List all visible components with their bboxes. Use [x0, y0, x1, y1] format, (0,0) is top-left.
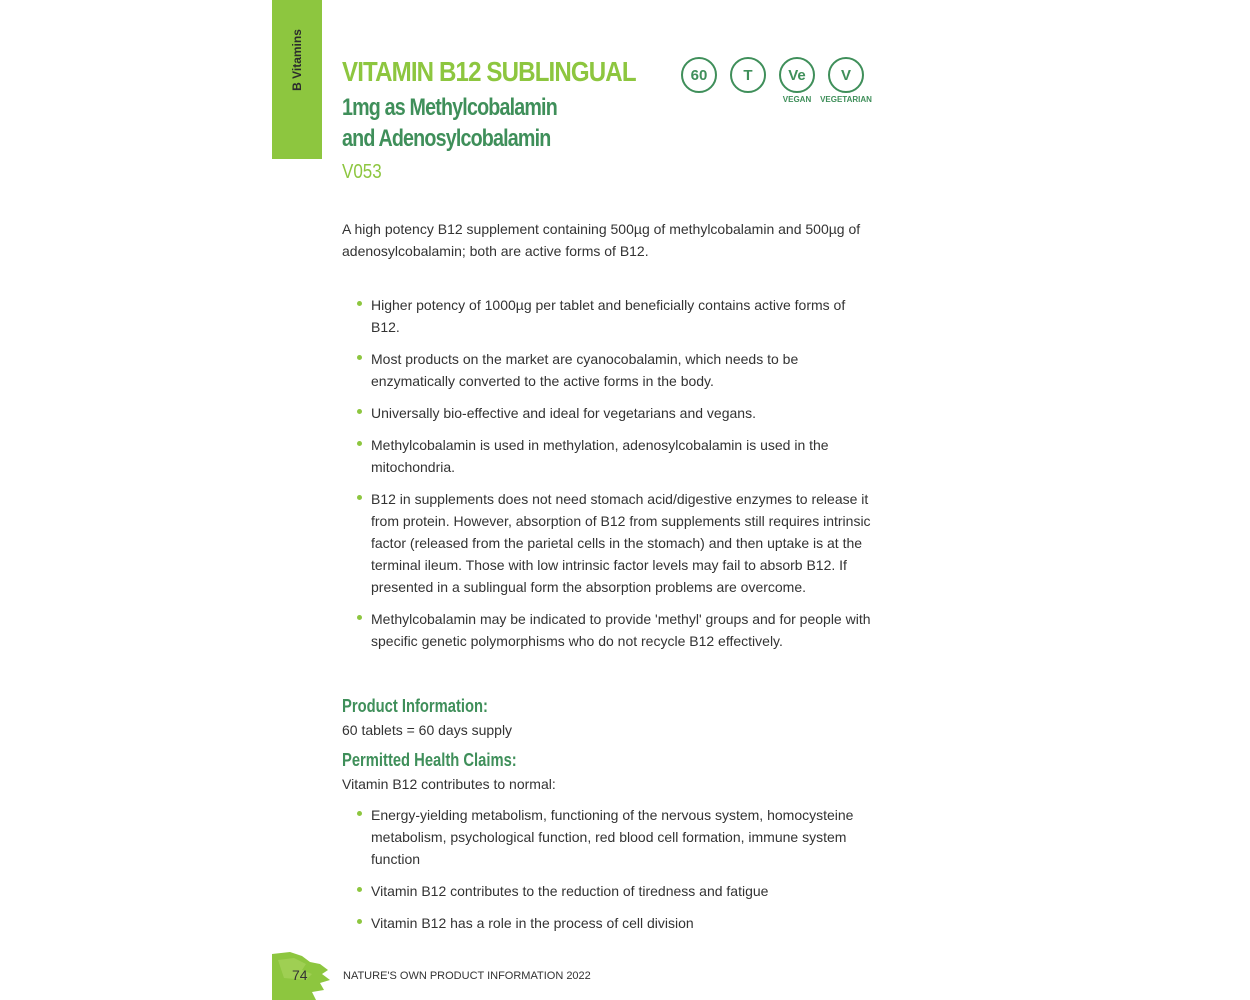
vegetarian-icon: V	[828, 57, 864, 93]
vegan-icon: Ve	[779, 57, 815, 93]
subtitle-line-2: and Adenosylcobalamin	[342, 125, 551, 152]
badge-60-tablets	[681, 57, 717, 105]
list-item-text: Most products on the market are cyanocobalamin, which needs to be enzymatically converted to the active forms in the body.	[371, 351, 799, 389]
list-item	[357, 488, 872, 598]
badge-tablet	[730, 57, 766, 105]
tablet-icon: T	[730, 57, 766, 93]
list-item	[357, 804, 872, 870]
list-item	[357, 402, 872, 424]
side-tab-label: B Vitamins	[290, 29, 304, 91]
health-claims-list	[357, 804, 872, 944]
list-item	[357, 880, 872, 902]
list-item	[357, 434, 872, 478]
badge-vegetarian	[820, 57, 872, 105]
footer-text: NATURE'S OWN PRODUCT INFORMATION 2022	[343, 970, 591, 982]
intro-paragraph: A high potency B12 supplement containing 500µg of methylcobalamin and 500µg of adenosylcobalamin; both are active forms of B12.	[342, 221, 861, 259]
bullet-dot-icon	[357, 811, 362, 816]
list-item-text: Higher potency of 1000µg per tablet and beneficially contains active forms of B12.	[371, 297, 846, 335]
badge-caption-vegan: VEGAN	[782, 95, 812, 104]
bullet-dot-icon	[357, 887, 362, 892]
list-item-text: Methylcobalamin may be indicated to provide 'methyl' groups and for people with specific genetic polymorphisms who do not recycle B12 effectively.	[371, 611, 871, 649]
list-item	[357, 912, 872, 934]
feature-list	[357, 294, 872, 662]
bullet-dot-icon	[357, 301, 362, 306]
product-info-text: 60 tablets = 60 days supply	[342, 722, 513, 738]
page-number: 74	[292, 967, 308, 983]
product-info-heading: Product Information:	[342, 696, 488, 716]
list-item-text: B12 in supplements does not need stomach acid/digestive enzymes to release it from protein. However, absorption of B12 from supplements still requires intrinsic factor (released from the parietal cells in the stomach) and then uptake is at the terminal ileum. Those with low intrinsic factor levels may fail to absorb B12. If presented in a sublingual form the absorption problems are overcome.	[371, 491, 871, 595]
bullet-dot-icon	[357, 355, 362, 360]
tablet-count-icon: 60	[681, 57, 717, 93]
product-subtitle	[342, 92, 557, 154]
list-item-text: Energy-yielding metabolism, functioning of the nervous system, homocysteine metabolism, psychological function, red blood cell formation, immune system function	[371, 807, 854, 867]
list-item	[357, 608, 872, 652]
list-item-text: Vitamin B12 has a role in the process of cell division	[371, 915, 694, 931]
bullet-dot-icon	[357, 919, 362, 924]
bullet-dot-icon	[357, 615, 362, 620]
bullet-dot-icon	[357, 441, 362, 446]
bullet-dot-icon	[357, 409, 362, 414]
list-item	[357, 294, 872, 338]
list-item-text: Vitamin B12 contributes to the reduction of tiredness and fatigue	[371, 883, 769, 899]
product-title: VITAMIN B12 SUBLINGUAL	[342, 56, 636, 87]
product-code: V053	[342, 161, 382, 183]
list-item-text: Universally bio-effective and ideal for vegetarians and vegans.	[371, 405, 756, 421]
subtitle-line-1: 1mg as Methylcobalamin	[342, 94, 557, 121]
health-claims-heading: Permitted Health Claims:	[342, 750, 517, 770]
badge-caption-vegetarian: VEGETARIAN	[820, 95, 872, 104]
health-claims-intro: Vitamin B12 contributes to normal:	[342, 776, 556, 792]
list-item-text: Methylcobalamin is used in methylation, adenosylcobalamin is used in the mitochondria.	[371, 437, 829, 475]
badge-row	[681, 57, 872, 105]
bullet-dot-icon	[357, 495, 362, 500]
list-item	[357, 348, 872, 392]
badge-vegan	[779, 57, 815, 105]
side-tab	[272, 0, 322, 159]
